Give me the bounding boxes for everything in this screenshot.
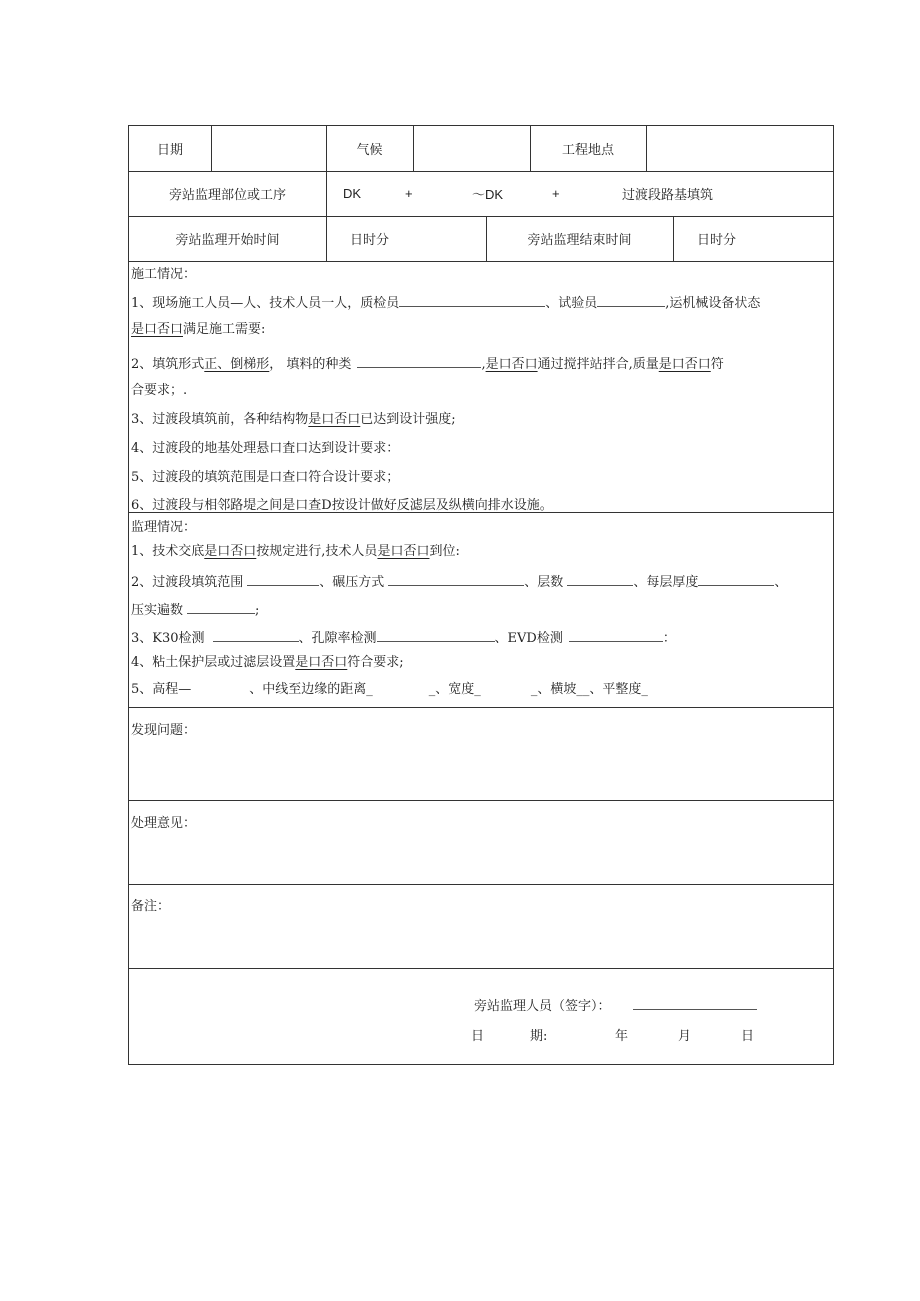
tester-blank[interactable] — [597, 292, 665, 307]
location-field[interactable] — [646, 126, 834, 171]
start-time-label: 旁站监理开始时间 — [175, 233, 280, 248]
row-divider — [129, 800, 833, 801]
weather-label: 气候 — [356, 143, 383, 158]
part-label: 旁站监理部位或工序 — [168, 188, 286, 203]
signer-label: 旁站监理人员（签字）： — [474, 999, 611, 1014]
construction-line-5: 3、过渡段填筑前，各种结构物是口否口已达到设计强度; — [131, 412, 456, 427]
end-time-label: 旁站监理结束时间 — [527, 233, 632, 248]
compaction-passes-blank[interactable] — [187, 599, 255, 614]
date-label: 日期 — [156, 143, 183, 158]
row-divider — [129, 884, 833, 885]
date-label-1: 日 — [471, 1029, 485, 1044]
construction-line-4: 合要求；. — [131, 383, 188, 398]
layer-count-blank[interactable] — [567, 571, 633, 586]
problems-area[interactable] — [129, 736, 834, 798]
supervision-line-3: 压实遍数 ; — [131, 599, 259, 620]
construction-line-8: 6、过渡段与相邻路堤之间是口查D按设计做好反滤层及纵横向排水设施。 — [131, 498, 553, 513]
end-time-field[interactable]: 日时分 — [697, 233, 737, 248]
construction-line-2: 是口否口满足施工需要: — [131, 322, 266, 337]
remarks-title: 备注： — [131, 899, 171, 914]
supervision-line-4: 3、K30检测 、孔隙率检测 、EVD检测 ： — [131, 627, 676, 648]
construction-line-1: 1、现场施工人员—人、技术人员一人，质检员 、试验员 ,运机械设备状态 — [131, 292, 760, 313]
opinion-title: 处理意见： — [131, 816, 197, 831]
compaction-method-blank[interactable] — [388, 571, 524, 586]
supervision-title: 监理情况： — [131, 520, 197, 535]
inspector-blank[interactable] — [399, 292, 545, 307]
day-label: 日 — [741, 1029, 755, 1044]
k30-blank[interactable] — [213, 627, 299, 642]
fill-range-blank[interactable] — [247, 571, 319, 586]
start-time-field[interactable]: 日时分 — [350, 233, 390, 248]
weather-field[interactable] — [413, 126, 530, 171]
dk-start-label: DK — [343, 186, 362, 201]
supervision-line-6: 5、高程— 、中线至边缘的距离_ _、宽度_ _、横坡__、平整度_ — [131, 682, 648, 697]
plus-sign: + — [405, 186, 413, 201]
supervision-line-2: 2、过渡段填筑范围 、碾压方式 、层数 、每层厚度 、 — [131, 571, 787, 592]
date-label-2: 期: — [530, 1029, 548, 1044]
opinion-area[interactable] — [129, 829, 834, 883]
month-label: 月 — [678, 1029, 692, 1044]
location-label: 工程地点 — [561, 143, 614, 158]
part-field[interactable] — [326, 171, 834, 216]
porosity-blank[interactable] — [377, 627, 495, 642]
construction-line-7: 5、过渡段的填筑范围是口查口符合设计要求； — [131, 470, 400, 485]
construction-title: 施工情况： — [131, 267, 197, 282]
supervision-record-form — [128, 125, 834, 1065]
remarks-area[interactable] — [129, 912, 834, 966]
part-value: 过渡段路基填筑 — [622, 188, 714, 203]
row-divider — [129, 261, 833, 262]
signature-blank[interactable] — [633, 995, 757, 1010]
construction-line-6: 4、过渡段的地基处理悬口査口达到设计要求： — [131, 441, 400, 456]
dk-end-label: ～DK — [472, 187, 504, 202]
plus-sign: + — [552, 186, 560, 201]
row-divider — [129, 707, 833, 708]
row-divider — [129, 968, 833, 969]
problems-title: 发现问题： — [131, 723, 197, 738]
year-label: 年 — [615, 1029, 629, 1044]
supervision-line-1: 1、技术交底是口否口按规定进行,技术人员是口否口到位: — [131, 544, 460, 559]
construction-line-3: 2、填筑形式正、倒梯形， 填料的种类 ,是口否口通过搅拌站拌合,质量是口否口符 — [131, 353, 724, 374]
supervision-line-5: 4、粘土保护层或过滤层设置是口否口符合要求; — [131, 655, 404, 670]
date-field[interactable] — [211, 126, 326, 171]
layer-thickness-blank[interactable] — [698, 571, 774, 586]
evd-blank[interactable] — [569, 627, 663, 642]
fill-type-blank[interactable] — [357, 353, 481, 368]
